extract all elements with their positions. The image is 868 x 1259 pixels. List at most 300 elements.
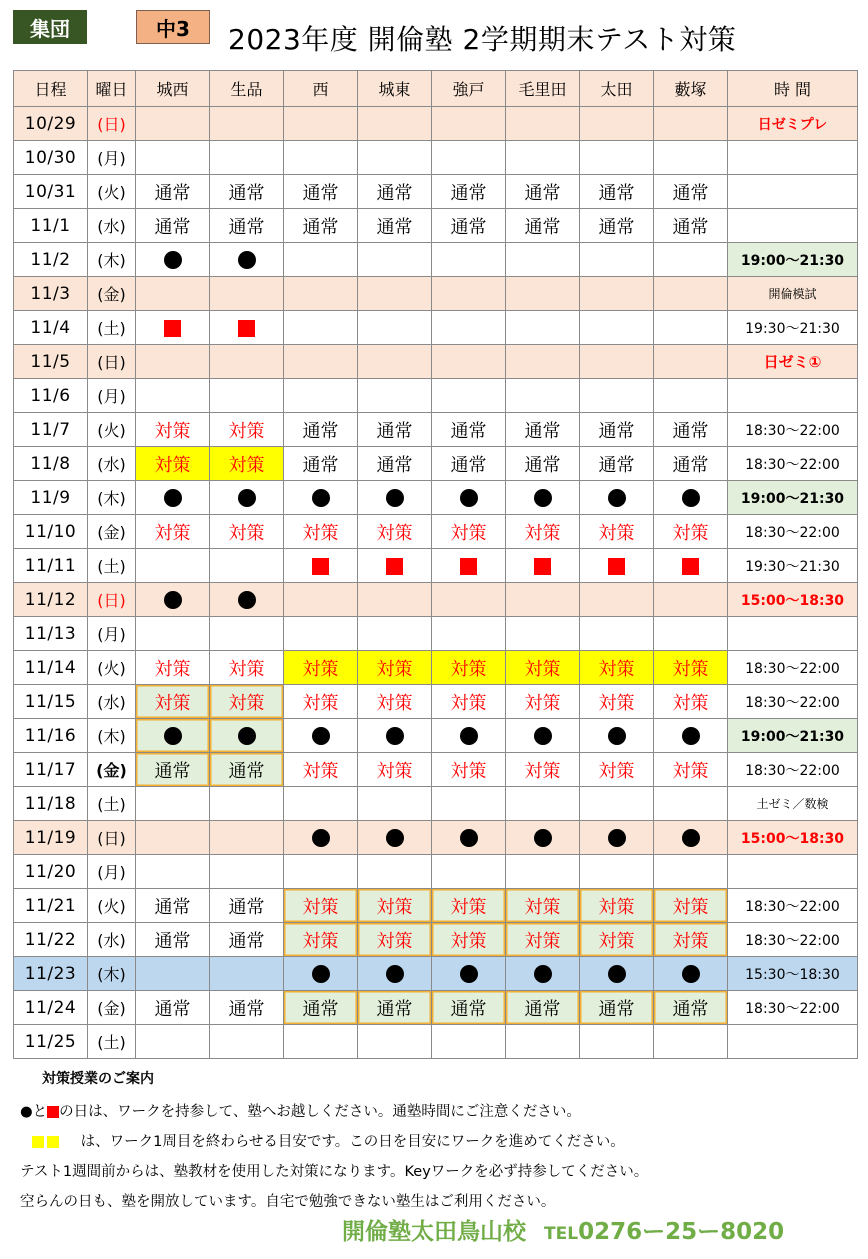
date-cell: 10/29	[14, 107, 88, 141]
schedule-cell	[506, 583, 580, 617]
table-row	[14, 175, 858, 209]
schedule-cell	[654, 719, 728, 753]
schedule-cell	[506, 787, 580, 821]
schedule-cell	[284, 311, 358, 345]
time-cell: 18:30～22:00	[728, 923, 858, 957]
weekday-cell: (水)	[88, 685, 136, 719]
dot-icon	[534, 489, 552, 507]
schedule-cell	[432, 345, 506, 379]
schedule-cell	[210, 855, 284, 889]
table-row	[14, 923, 858, 957]
schedule-cell	[654, 481, 728, 515]
dot-icon	[164, 727, 182, 745]
schedule-cell	[136, 243, 210, 277]
notes-title: 対策授業のご案内	[42, 1071, 154, 1087]
schedule-cell: 通常	[284, 991, 358, 1025]
date-cell: 11/5	[14, 345, 88, 379]
dot-icon	[534, 727, 552, 745]
table-row	[14, 243, 858, 277]
dot-icon	[460, 965, 478, 983]
schedule-cell	[136, 583, 210, 617]
date-cell: 11/18	[14, 787, 88, 821]
weekday-cell: (金)	[88, 991, 136, 1025]
schedule-cell	[432, 583, 506, 617]
time-cell: 日ゼミプレ	[728, 107, 858, 141]
table-row	[14, 787, 858, 821]
schedule-cell	[284, 617, 358, 651]
date-cell: 11/3	[14, 277, 88, 311]
schedule-cell	[580, 719, 654, 753]
schedule-cell	[284, 855, 358, 889]
date-cell: 11/20	[14, 855, 88, 889]
schedule-cell	[654, 855, 728, 889]
schedule-cell: 対策	[136, 685, 210, 719]
time-cell	[728, 855, 858, 889]
column-header: 生品	[210, 71, 284, 107]
schedule-cell	[580, 855, 654, 889]
schedule-cell	[580, 345, 654, 379]
time-cell: 日ゼミ①	[728, 345, 858, 379]
date-cell: 11/12	[14, 583, 88, 617]
schedule-cell: 通常	[432, 209, 506, 243]
schedule-cell	[210, 107, 284, 141]
schedule-cell: 対策	[654, 651, 728, 685]
dot-icon	[682, 727, 700, 745]
schedule-cell	[580, 821, 654, 855]
schedule-cell: 対策	[506, 515, 580, 549]
weekday-cell: (月)	[88, 141, 136, 175]
schedule-cell	[358, 719, 432, 753]
dot-icon	[386, 829, 404, 847]
schedule-cell	[506, 345, 580, 379]
schedule-cell	[284, 549, 358, 583]
column-header: 太田	[580, 71, 654, 107]
schedule-cell	[580, 481, 654, 515]
table-row	[14, 515, 858, 549]
schedule-cell	[284, 957, 358, 991]
date-cell: 10/30	[14, 141, 88, 175]
note-line-2-text: は、ワーク1周目を終わらせる目安です。この日を目安にワークを進めてください。	[80, 1134, 625, 1150]
schedule-cell: 対策	[654, 923, 728, 957]
date-cell: 11/17	[14, 753, 88, 787]
schedule-cell: 通常	[506, 209, 580, 243]
column-header: 強戸	[432, 71, 506, 107]
schedule-cell	[210, 719, 284, 753]
schedule-cell: 対策	[136, 447, 210, 481]
schedule-cell	[136, 345, 210, 379]
time-cell: 15:00～18:30	[728, 583, 858, 617]
schedule-cell: 対策	[654, 685, 728, 719]
schedule-cell: 対策	[210, 447, 284, 481]
schedule-cell	[580, 311, 654, 345]
date-cell: 11/16	[14, 719, 88, 753]
table-row	[14, 345, 858, 379]
schedule-cell: 対策	[284, 753, 358, 787]
schedule-cell	[580, 549, 654, 583]
time-cell	[728, 209, 858, 243]
column-header: 日程	[14, 71, 88, 107]
schedule-cell	[284, 243, 358, 277]
schedule-cell	[432, 787, 506, 821]
table-row	[14, 685, 858, 719]
schedule-cell: 通常	[210, 753, 284, 787]
schedule-cell	[580, 141, 654, 175]
schedule-cell: 通常	[580, 447, 654, 481]
weekday-cell: (木)	[88, 243, 136, 277]
weekday-cell: (月)	[88, 617, 136, 651]
time-cell: 19:00～21:30	[728, 243, 858, 277]
schedule-cell: 対策	[358, 753, 432, 787]
schedule-cell	[358, 957, 432, 991]
schedule-cell: 通常	[654, 175, 728, 209]
tel-label: TEL	[544, 1224, 579, 1244]
schedule-cell: 対策	[432, 889, 506, 923]
weekday-cell: (土)	[88, 549, 136, 583]
dot-icon	[460, 489, 478, 507]
schedule-cell	[358, 855, 432, 889]
schedule-cell: 対策	[654, 889, 728, 923]
schedule-cell	[136, 549, 210, 583]
table-header-row	[14, 71, 858, 107]
dot-icon	[164, 591, 182, 609]
note-line-4: 空らんの日も、塾を開放しています。自宅で勉強できない塾生はご利用ください。	[20, 1194, 556, 1210]
schedule-cell	[432, 957, 506, 991]
date-cell: 11/22	[14, 923, 88, 957]
schedule-cell	[210, 243, 284, 277]
schedule-cell: 通常	[284, 447, 358, 481]
time-cell: 18:30～22:00	[728, 447, 858, 481]
schedule-cell	[506, 243, 580, 277]
date-cell: 11/11	[14, 549, 88, 583]
weekday-cell: (水)	[88, 209, 136, 243]
schedule-cell: 通常	[358, 209, 432, 243]
column-header: 城西	[136, 71, 210, 107]
schedule-cell	[210, 345, 284, 379]
schedule-cell: 対策	[506, 923, 580, 957]
schedule-cell	[284, 379, 358, 413]
schedule-cell	[432, 855, 506, 889]
weekday-cell: (日)	[88, 583, 136, 617]
weekday-cell: (月)	[88, 855, 136, 889]
schedule-cell: 通常	[506, 991, 580, 1025]
dot-icon	[312, 965, 330, 983]
table-row	[14, 1025, 858, 1059]
schedule-cell: 通常	[284, 175, 358, 209]
schedule-cell	[580, 379, 654, 413]
schedule-cell: 対策	[358, 685, 432, 719]
date-cell: 11/19	[14, 821, 88, 855]
schedule-cell: 対策	[210, 413, 284, 447]
red-square-icon	[312, 558, 329, 575]
schedule-cell	[654, 1025, 728, 1059]
date-cell: 11/4	[14, 311, 88, 345]
red-square-icon	[608, 558, 625, 575]
schedule-cell	[136, 1025, 210, 1059]
schedule-cell	[358, 481, 432, 515]
schedule-cell	[432, 549, 506, 583]
weekday-cell: (水)	[88, 923, 136, 957]
schedule-cell	[358, 141, 432, 175]
column-header: 城東	[358, 71, 432, 107]
schedule-cell: 対策	[432, 685, 506, 719]
schedule-cell: 対策	[284, 515, 358, 549]
table-row	[14, 277, 858, 311]
schedule-cell: 通常	[358, 447, 432, 481]
schedule-cell: 通常	[580, 175, 654, 209]
table-row	[14, 141, 858, 175]
dot-icon	[682, 489, 700, 507]
schedule-cell	[580, 1025, 654, 1059]
schedule-cell: 対策	[580, 889, 654, 923]
red-square-icon	[164, 320, 181, 337]
schedule-cell	[580, 107, 654, 141]
weekday-cell: (金)	[88, 515, 136, 549]
schedule-cell	[654, 243, 728, 277]
schedule-cell: 通常	[210, 889, 284, 923]
dot-icon	[238, 591, 256, 609]
schedule-cell	[210, 379, 284, 413]
schedule-cell: 対策	[506, 753, 580, 787]
table-row	[14, 209, 858, 243]
group-tag: 集団	[13, 10, 87, 44]
schedule-cell	[284, 141, 358, 175]
schedule-cell: 通常	[358, 175, 432, 209]
column-header: 藪塚	[654, 71, 728, 107]
schedule-cell	[210, 787, 284, 821]
schedule-cell	[506, 549, 580, 583]
schedule-cell: 通常	[432, 413, 506, 447]
schedule-cell	[580, 277, 654, 311]
dot-icon	[386, 727, 404, 745]
schedule-cell	[506, 277, 580, 311]
header	[0, 0, 868, 64]
schedule-cell	[210, 277, 284, 311]
date-cell: 11/25	[14, 1025, 88, 1059]
schedule-cell: 通常	[136, 209, 210, 243]
weekday-cell: (日)	[88, 821, 136, 855]
schedule-cell	[506, 617, 580, 651]
table-row	[14, 855, 858, 889]
schedule-cell: 通常	[210, 209, 284, 243]
table-row	[14, 753, 858, 787]
date-cell: 11/8	[14, 447, 88, 481]
schedule-cell	[358, 107, 432, 141]
schedule-cell: 通常	[506, 413, 580, 447]
weekday-cell: (土)	[88, 787, 136, 821]
date-cell: 11/6	[14, 379, 88, 413]
dot-icon	[682, 965, 700, 983]
table-row	[14, 447, 858, 481]
dot-icon	[164, 251, 182, 269]
dot-icon	[608, 727, 626, 745]
time-cell: 土ゼミ／数検	[728, 787, 858, 821]
note-line-1-text: の日は、ワークを持参して、塾へお越しください。通塾時間にご注意ください。	[59, 1104, 581, 1120]
date-cell: 11/14	[14, 651, 88, 685]
schedule-cell	[506, 855, 580, 889]
schedule-cell	[358, 787, 432, 821]
column-header: 曜日	[88, 71, 136, 107]
schedule-cell: 対策	[358, 651, 432, 685]
schedule-cell	[432, 243, 506, 277]
dot-icon	[386, 965, 404, 983]
time-cell: 18:30～22:00	[728, 651, 858, 685]
schedule-cell	[506, 311, 580, 345]
dot-icon	[460, 829, 478, 847]
time-cell: 15:30～18:30	[728, 957, 858, 991]
schedule-cell: 通常	[432, 991, 506, 1025]
time-cell	[728, 1025, 858, 1059]
schedule-cell	[580, 583, 654, 617]
schedule-cell	[284, 583, 358, 617]
schedule-cell: 対策	[210, 685, 284, 719]
schedule-cell	[654, 379, 728, 413]
time-cell: 15:00～18:30	[728, 821, 858, 855]
schedule-cell: 対策	[136, 651, 210, 685]
schedule-cell: 対策	[654, 753, 728, 787]
schedule-cell: 対策	[580, 651, 654, 685]
schedule-cell	[136, 379, 210, 413]
schedule-table	[13, 70, 858, 1059]
schedule-cell: 対策	[580, 923, 654, 957]
table-row	[14, 481, 858, 515]
weekday-cell: (金)	[88, 753, 136, 787]
date-cell: 11/9	[14, 481, 88, 515]
schedule-cell	[358, 821, 432, 855]
table-row	[14, 957, 858, 991]
schedule-cell: 通常	[432, 447, 506, 481]
grade-tag: 中3	[136, 10, 210, 44]
schedule-cell: 通常	[284, 209, 358, 243]
schedule-cell: 通常	[432, 175, 506, 209]
dot-icon	[164, 489, 182, 507]
schedule-cell: 通常	[136, 175, 210, 209]
dot-icon	[534, 965, 552, 983]
schedule-cell: 対策	[580, 515, 654, 549]
schedule-cell	[136, 787, 210, 821]
date-cell: 11/13	[14, 617, 88, 651]
dot-icon	[608, 965, 626, 983]
time-cell: 19:30～21:30	[728, 549, 858, 583]
date-cell: 11/7	[14, 413, 88, 447]
weekday-cell: (火)	[88, 651, 136, 685]
time-cell	[728, 175, 858, 209]
schedule-cell: 対策	[432, 515, 506, 549]
schedule-cell	[358, 1025, 432, 1059]
column-header: 西	[284, 71, 358, 107]
red-square-icon	[534, 558, 551, 575]
schedule-cell	[136, 311, 210, 345]
schedule-cell: 通常	[580, 413, 654, 447]
dot-icon	[534, 829, 552, 847]
schedule-cell	[654, 277, 728, 311]
schedule-cell	[358, 379, 432, 413]
table-row	[14, 991, 858, 1025]
schedule-cell: 通常	[210, 923, 284, 957]
dot-icon	[312, 489, 330, 507]
schedule-cell: 対策	[358, 515, 432, 549]
schedule-cell: 通常	[136, 889, 210, 923]
schedule-cell: 通常	[580, 209, 654, 243]
page-title: 2023年度 開倫塾 2学期期末テスト対策	[228, 23, 737, 56]
weekday-cell: (木)	[88, 719, 136, 753]
yellow-square-icon	[32, 1136, 44, 1148]
dot-icon	[238, 727, 256, 745]
schedule-cell	[284, 719, 358, 753]
weekday-cell: (金)	[88, 277, 136, 311]
time-cell: 18:30～22:00	[728, 889, 858, 923]
schedule-cell	[506, 1025, 580, 1059]
schedule-cell	[506, 141, 580, 175]
schedule-cell	[358, 583, 432, 617]
date-cell: 10/31	[14, 175, 88, 209]
schedule-cell	[580, 243, 654, 277]
schedule-cell: 通常	[506, 175, 580, 209]
schedule-cell	[358, 549, 432, 583]
schedule-cell: 対策	[358, 889, 432, 923]
schedule-cell	[432, 719, 506, 753]
table-row	[14, 617, 858, 651]
schedule-cell: 通常	[136, 991, 210, 1025]
dot-icon	[682, 829, 700, 847]
weekday-cell: (木)	[88, 481, 136, 515]
schedule-cell	[654, 821, 728, 855]
schedule-cell: 対策	[210, 515, 284, 549]
schedule-cell	[506, 719, 580, 753]
time-cell	[728, 379, 858, 413]
schedule-cell	[506, 481, 580, 515]
schedule-cell: 通常	[136, 923, 210, 957]
schedule-cell	[284, 277, 358, 311]
schedule-cell	[136, 277, 210, 311]
schedule-cell: 通常	[284, 413, 358, 447]
schedule-cell: 通常	[210, 991, 284, 1025]
table-row	[14, 549, 858, 583]
time-cell: 開倫模試	[728, 277, 858, 311]
schedule-cell	[210, 1025, 284, 1059]
table-row	[14, 311, 858, 345]
column-header: 時 間	[728, 71, 858, 107]
red-square-icon	[47, 1106, 59, 1118]
schedule-cell: 対策	[284, 685, 358, 719]
schedule-cell: 対策	[506, 685, 580, 719]
schedule-cell	[432, 311, 506, 345]
schedule-cell	[358, 277, 432, 311]
dot-icon	[386, 489, 404, 507]
schedule-cell: 対策	[506, 651, 580, 685]
schedule-cell	[654, 107, 728, 141]
red-square-icon	[460, 558, 477, 575]
schedule-cell	[506, 107, 580, 141]
schedule-cell	[432, 107, 506, 141]
table-row	[14, 719, 858, 753]
schedule-cell: 対策	[654, 515, 728, 549]
schedule-cell: 通常	[358, 991, 432, 1025]
schedule-cell: 対策	[210, 651, 284, 685]
column-header: 毛里田	[506, 71, 580, 107]
schedule-cell	[580, 787, 654, 821]
schedule-cell	[210, 583, 284, 617]
time-cell	[728, 141, 858, 175]
schedule-cell	[136, 957, 210, 991]
schedule-cell	[136, 617, 210, 651]
schedule-cell: 対策	[506, 889, 580, 923]
schedule-cell	[432, 617, 506, 651]
schedule-cell: 対策	[358, 923, 432, 957]
dot-icon	[312, 727, 330, 745]
schedule-cell	[284, 107, 358, 141]
time-cell: 19:30～21:30	[728, 311, 858, 345]
schedule-cell	[358, 345, 432, 379]
